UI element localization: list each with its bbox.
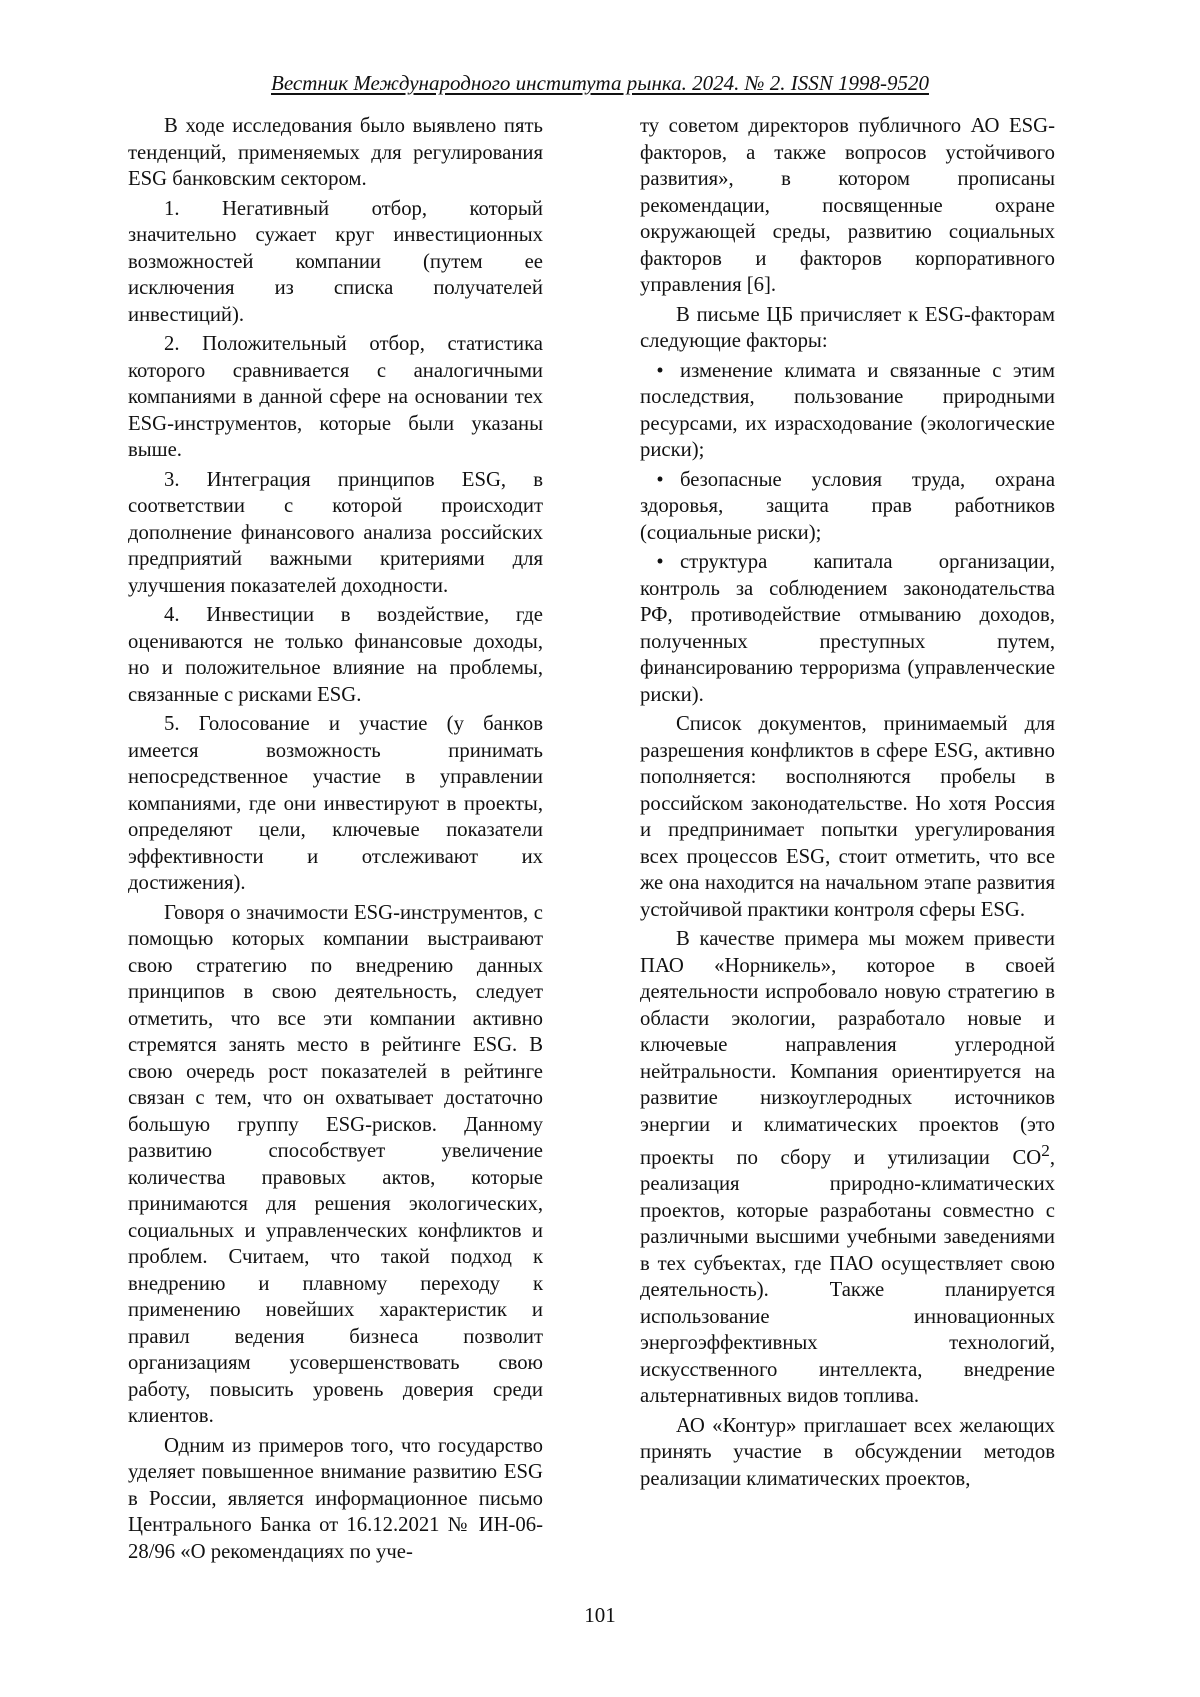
list-item-negative-selection: 1. Негативный отбор, который значительно сужает круг инвестиционных возможностей компании (путем ее исключения из списка получателей инвестиций). [128,197,543,326]
paragraph [640,926,1055,1410]
list-item-positive-selection: 2. Положительный отбор, статистика которого сравнивается с аналогичными компаниями в данной сфере на основании тех ESG-инструментов, которые были указаны выше. [128,333,543,461]
bullet-item-social [640,467,1055,547]
bullet-icon: • [656,468,664,491]
running-header [0,70,1200,96]
paragraph: АО «Контур» приглашает всех желающих принять участие в обсуждении методов реализации климатических проектов, [640,1414,1055,1490]
bullet-item-governance [640,549,1055,708]
right-column [640,113,1055,1495]
paragraph-continuation: ту советом директоров публичного АО ESG-факторов, а также вопросов устойчивого развития», в котором прописаны рекомендации, посвященные охране окружающей среды, развитию социальных факторов и факторов корпоративного управления [6]. [640,115,1055,296]
bullet-icon: • [656,551,664,573]
paragraph: Говоря о значимости ESG-инструментов, с помощью которых компании выстраивают свою стратегию по внедрению данных принципов в свою деятельность, следует отметить, что все эти компании активно стремятся занять место в рейтинге ESG. В свою очередь рост показателей в рейтинге связан с тем, что он охватывает достаточно большую группу ESG-рисков. Данному развитию способствует увеличение количества правовых актов, которые принимаются для решения экологических, социальных и управленческих конфликтов и проблем. Считаем, что такой подход к внедрению и плавному переходу к применению новейших характеристик и правил ведения бизнеса позволит организациям усовершенствовать свою работу, повысить уровень доверия среди клиентов. [128,901,543,1427]
journal-title: Вестник Международного института рынка. 2024. № 2. ISSN 1998-9520 [271,71,929,95]
page-number: 101 [584,1603,616,1627]
bullet-text: безопасные условия труда, охрана здоровья, защита прав работников (социальные риски); [640,468,1055,544]
bullet-item-environmental [640,358,1055,464]
paragraph: В письме ЦБ причисляет к ESG-факторам следующие факторы: [640,303,1055,352]
bullet-text: изменение климата и связанные с этим последствия, пользование природными ресурсами, их израсходование (экологические риски); [640,359,1055,461]
paragraph-text: В качестве примера мы можем привести ПАО «Норникель», которое в своей деятельности испробовало новую стратегию в области экологии, разработало новые и ключевые направления углеродной нейтральности. Компания ориентируется на развитие низкоуглеродных источников энергии и климатических проектов (это проекты по сбору и утилизации СО [640,928,1055,1169]
paragraph: Список документов, принимаемый для разрешения конфликтов в сфере ESG, активно пополняется: восполняются пробелы в российском законодательстве. Но хотя Россия и предпринимает попытки урегулирования всех процессов ESG, стоит отметить, что все же она находится на начальном этапе развития устойчивой практики контроля сферы ESG. [640,713,1055,921]
list-item-esg-integration: 3. Интеграция принципов ESG, в соответствии с которой происходит дополнение финансового анализа российских предприятий важными критериями для улучшения показателей доходности. [128,468,543,597]
list-item-voting-participation: 5. Голосование и участие (у банков имеется возможность принимать непосредственное участие в управлении компаниями, где они инвестируют в проекты, определяют цели, ключевые показатели эффективности и отслеживают их достижения). [128,713,543,894]
paragraph: В ходе исследования было выявлено пять тенденций, применяемых для регулирования ESG банковским сектором. [128,115,543,190]
left-column [128,113,543,1568]
superscript: 2 [1041,1141,1050,1160]
bullet-icon: • [656,359,664,382]
list-item-impact-investing: 4. Инвестиции в воздействие, где оцениваются не только финансовые доходы, но и положительное влияние на проблемы, связанные с рисками ESG. [128,604,543,706]
bullet-text: структура капитала организации, контроль за соблюдением законодательства РФ, противодействие отмыванию доходов, полученных преступных путем, финансированию терроризма (управленческие риски). [640,551,1055,706]
paragraph: Одним из примеров того, что государство уделяет повышенное внимание развитию ESG в России, является информационное письмо Центрального Банка от 16.12.2021 № ИН-06-28/96 «О рекомендациях по уче- [128,1434,543,1563]
paragraph-text: , реализация природно-климатических проектов, которые разработаны совместно с различными высшими учебными заведениями в тех субъектах, где ПАО осуществляет свою деятельность). Также планируется использование инновационных энергоэффективных технологий, искусственного интеллекта, внедрение альтернативных видов топлива. [640,1146,1055,1408]
